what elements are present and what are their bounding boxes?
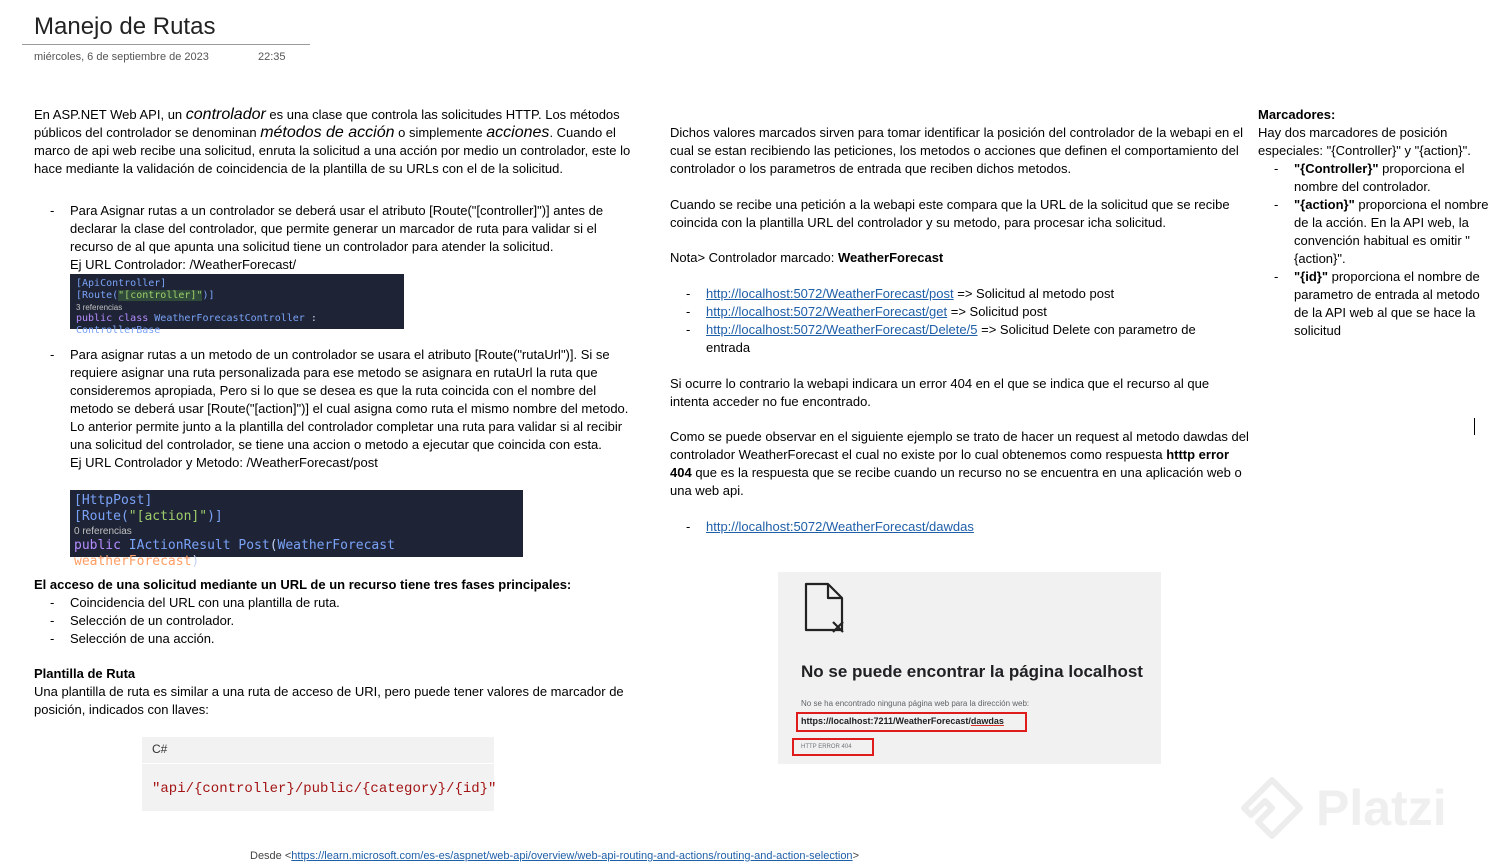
middle-paragraph-3: Si ocurre lo contrario la webapi indicara un error 404 en el que se indica que el recurso al que intenta acceder no fue encontrado. [670,376,1210,409]
phases-list [34,594,634,648]
method-route-list [34,346,642,472]
list-item: - "{id}" proporciona el nombre de parametro de entrada al metodo de la API web al que se hace la solicitud [1258,268,1490,340]
intro-paragraph: En ASP.NET Web API, un controlador es una clase que controla las solicitudes HTTP. Los métodos públicos del controlador se denominan métodos de acción o simplemente acciones. Cuando el marco de api web recibe una solicitud, enruta la solicitud a una acción por medio un controlador, este lo hace mediante la validación de coincidencia de la plantilla de su URLs con el de la solicitud. [34,106,631,176]
list-item [670,518,1240,536]
term-acciones: acciones [486,124,550,141]
link-weatherforecast-dawdas[interactable]: http://localhost:5072/WeatherForecast/dawdas [706,519,974,534]
example-url-controller: Ej URL Controlador: /WeatherForecast/ [70,257,297,272]
http-error-404-term: htttp error 404 [670,447,1230,480]
term-metodos-de-accion: métodos de acción [260,124,395,141]
list-item: - http://localhost:5072/WeatherForecast/post => Solicitud al metodo post [670,285,1240,303]
error-page-url: https://localhost:7211/WeatherForecast/dawdas [801,716,1004,726]
phases-heading: El acceso de una solicitud mediante un URL de un recurso tiene tres fases principales: [34,577,572,592]
template-paragraph: Una plantilla de ruta es similar a una ruta de acceso de URI, pero puede tener valores de marcador de posición, indicados con llaves: [34,684,624,717]
error-code-highlight-box [792,738,874,756]
link-weatherforecast-post[interactable]: http://localhost:5072/WeatherForecast/post [706,286,954,301]
list-item: - Selección de una acción. [34,630,634,648]
markers-list [1258,160,1490,340]
term-controlador: controlador [185,106,266,123]
list-item: - Selección de un controlador. [34,612,634,630]
text-cursor [1474,418,1475,435]
endpoint-links-list [670,285,1240,357]
watermark-text: Platzi [1316,780,1447,836]
source-link[interactable]: https://learn.microsoft.com/es-es/aspnet/web-api/overview/web-api-routing-and-actions/routing-and-action-selection [291,850,853,862]
template-heading: Plantilla de Ruta [34,666,136,681]
example-url-method: Ej URL Controlador y Metodo: /WeatherForecast/post [70,455,378,470]
error-page-screenshot [778,572,1161,764]
page-date: miércoles, 6 de septiembre de 2023 [34,51,209,63]
code-snippet-action: [HttpPost] [Route("[action]")] 0 referencias public IActionResult Post(WeatherForecast weatherForecast) [70,490,523,557]
link-weatherforecast-get[interactable]: http://localhost:5072/WeatherForecast/get [706,304,948,319]
list-item: - http://localhost:5072/WeatherForecast/get => Solicitud post [670,303,1240,321]
page-title: Manejo de Rutas [34,13,216,40]
code-divider [142,763,494,764]
list-item: - Coincidencia del URL con una plantilla de ruta. [34,594,634,612]
list-item: - "{action}" proporciona el nombre de la acción. En la API web, la convención habitual es omitir "{action}". [1258,196,1490,268]
controller-route-list [34,202,638,274]
platzi-logo-icon [1236,774,1308,846]
list-item: - Para asignar rutas a un metodo de un controlador se usara el atributo [Route("rutaUrl")]. Si se requiere asignar una ruta personalizada para ese metodo se asignara en rutaUrl la ruta que consideremos apropiada, Pero si lo que se desea es que la ruta coincida con el nombre del metodo se deberá usar [Route("[action]")] el cual asigna como ruta el mismo nombre del metodo. Lo anterior permite junto a la plantilla del controlador completar una ruta para validar si al recibir una solicitud del controlador, se tiene una accion o metodo a ejecutar que coincida con esta. Ej URL Controlador y Metodo: /WeatherForecast/post [34,346,642,472]
platzi-watermark [1236,772,1486,852]
list-item: - Para Asignar rutas a un controlador se deberá usar el atributo [Route("[controller]")] antes de declarar la clase del controlador, que permite generar un marcador de ruta para validar si el recurso de al que apunta una solicitud tiene un controlador para atender la solicitud. Ej URL Controlador: /WeatherForecast/ [34,202,638,274]
controller-note: Nota> Controlador marcado: WeatherForecast [670,250,944,265]
url-highlight-box [796,712,1027,732]
middle-paragraph-1: Dichos valores marcados sirven para tomar identificar la posición del controlador de la webapi en el cual se estan recibiendo las peticiones, los metodos o acciones que definen el comportamiento del controlador o los parametros de entrada que reciben dichos metodos. [670,125,1244,176]
markers-intro: Hay dos marcadores de posición especiales: "{Controller}" y "{action}". [1258,125,1471,158]
error-code: HTTP ERROR 404 [801,744,852,750]
page-time: 22:35 [258,51,286,63]
code-language-label: C# [152,742,168,756]
source-line: Desde <https://learn.microsoft.com/es-es/aspnet/web-api/overview/web-api-routing-and-actions/routing-and-action-selection> [250,850,859,862]
list-item: - "{Controller}" proporciona el nombre del controlador. [1258,160,1490,196]
list-item: - http://localhost:5072/WeatherForecast/Delete/5 => Solicitud Delete con parametro de entrada [670,321,1240,357]
link-weatherforecast-delete[interactable]: http://localhost:5072/WeatherForecast/Delete/5 [706,322,978,337]
middle-paragraph-2: Cuando se recibe una petición a la webapi este compara que la URL de la solicitud que se recibe coincida con la plantilla URL del controlador y su metodo, para procesar icha solicitud. [670,197,1230,230]
code-snippet-controller: [ApiController] [Route("[controller]")] 3 referencias public class WeatherForecastController : ControllerBase [70,274,404,329]
broken-file-icon [802,582,850,634]
error-page-heading: No se puede encontrar la página localhost [801,662,1143,681]
route-template-code: "api/{controller}/public/{category}/{id}" [152,781,497,797]
middle-paragraph-4: Como se puede observar en el siguiente ejemplo se trato de hacer un request al metodo dawdas del controlador WeatherForecast el cual no existe por lo cual obtenemos como respuesta htttp error 404 que es la respuesta que se recibe cuando un recurso no se encuentra en una aplicación web o una web api. [670,429,1249,498]
controller-note-value: WeatherForecast [838,250,944,265]
error-page-subtext: No se ha encontrado ninguna página web para la dirección web: [801,699,1030,708]
title-divider [22,44,310,45]
markers-heading: Marcadores: [1258,107,1336,122]
route-template-code-box [142,737,497,811]
dawdas-link-list [670,518,1240,536]
